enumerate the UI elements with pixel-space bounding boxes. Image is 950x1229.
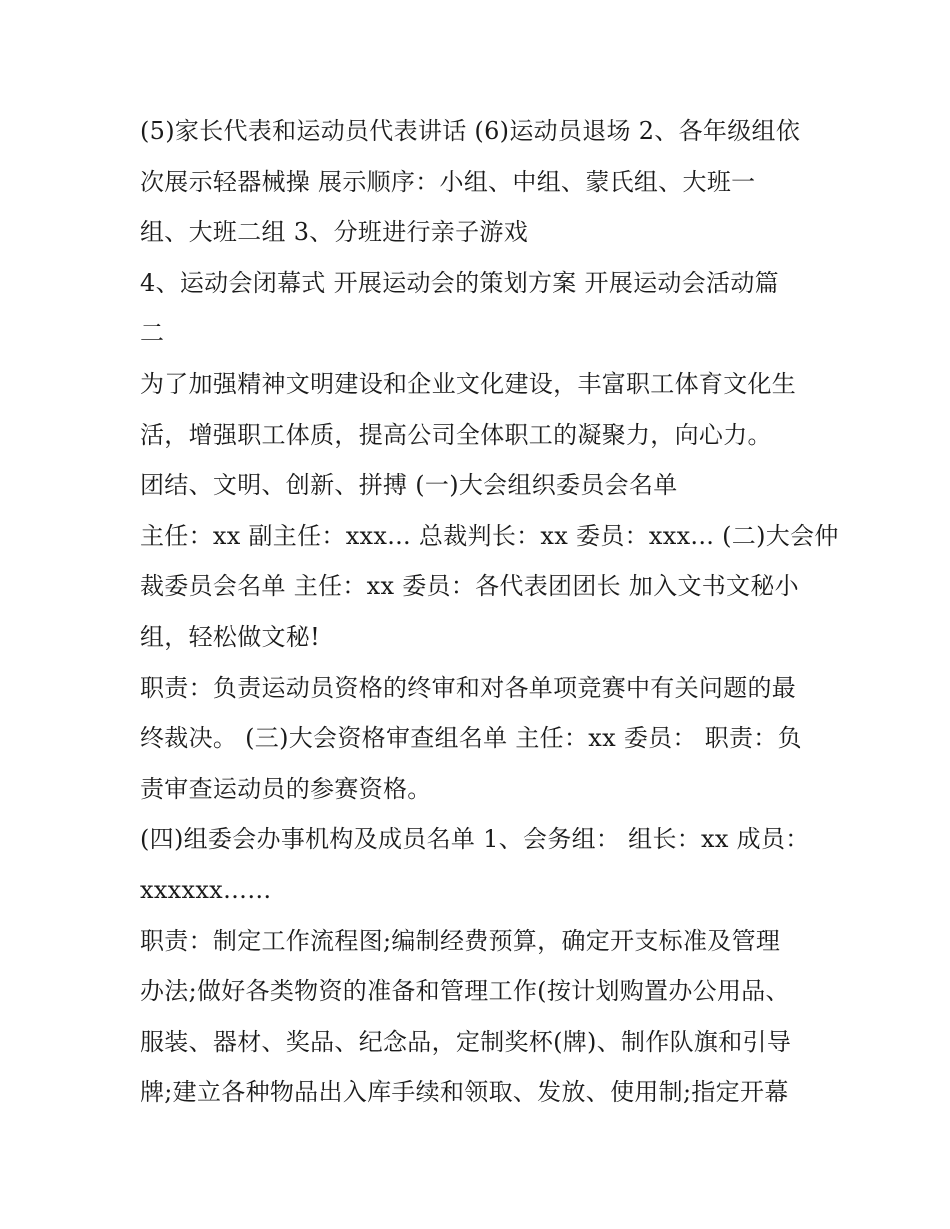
text-line: 4、运动会闭幕式 开展运动会的策划方案 开展运动会活动篇 — [140, 268, 779, 297]
text-line: 责审查运动员的参赛资格。 — [140, 774, 432, 803]
text-line: 牌;建立各种物品出入库手续和领取、发放、使用制;指定开幕 — [140, 1078, 789, 1107]
text-line: 活，增强职工体质，提高公司全体职工的凝聚力，向心力。 — [140, 420, 772, 449]
text-line: 职责：制定工作流程图;编制经费预算，确定开支标准及管理 — [140, 926, 781, 955]
text-line: 办法;做好各类物资的准备和管理工作(按计划购置办公用品、 — [140, 977, 790, 1006]
text-line: 裁委员会名单 主任：xx 委员：各代表团团长 加入文书文秘小 — [140, 572, 799, 601]
text-line: 二 — [140, 319, 165, 348]
text-line: 组、大班二组 3、分班进行亲子游戏 — [140, 218, 528, 247]
text-line: 团结、文明、创新、拼搏 (一)大会组织委员会名单 — [140, 471, 678, 500]
text-line: (5)家长代表和运动员代表讲话 (6)运动员退场 2、各年级组依 — [140, 117, 801, 145]
text-line: 终裁决。 (三)大会资格审查组名单 主任：xx 委员： 职责：负 — [140, 724, 802, 753]
text-line: 组，轻松做文秘! — [140, 622, 321, 651]
text-line: (四)组委会办事机构及成员名单 1、会务组： 组长：xx 成员： — [140, 825, 810, 854]
text-line: 主任：xx 副主任：xxx... 总裁判长：xx 委员：xxx... (二)大会仲 — [140, 521, 839, 550]
document-body — [140, 106, 839, 1118]
text-line: 次展示轻器械操 展示顺序：小组、中组、蒙氏组、大班一 — [140, 167, 756, 196]
text-line: 职责：负责运动员资格的终审和对各单项竞赛中有关问题的最 — [140, 673, 797, 702]
text-line: 为了加强精神文明建设和企业文化建设，丰富职工体育文化生 — [140, 369, 797, 398]
text-line: xxxxxx…… — [140, 875, 272, 904]
text-line: 服装、器材、奖品、纪念品，定制奖杯(牌)、制作队旗和引导 — [140, 1027, 792, 1056]
